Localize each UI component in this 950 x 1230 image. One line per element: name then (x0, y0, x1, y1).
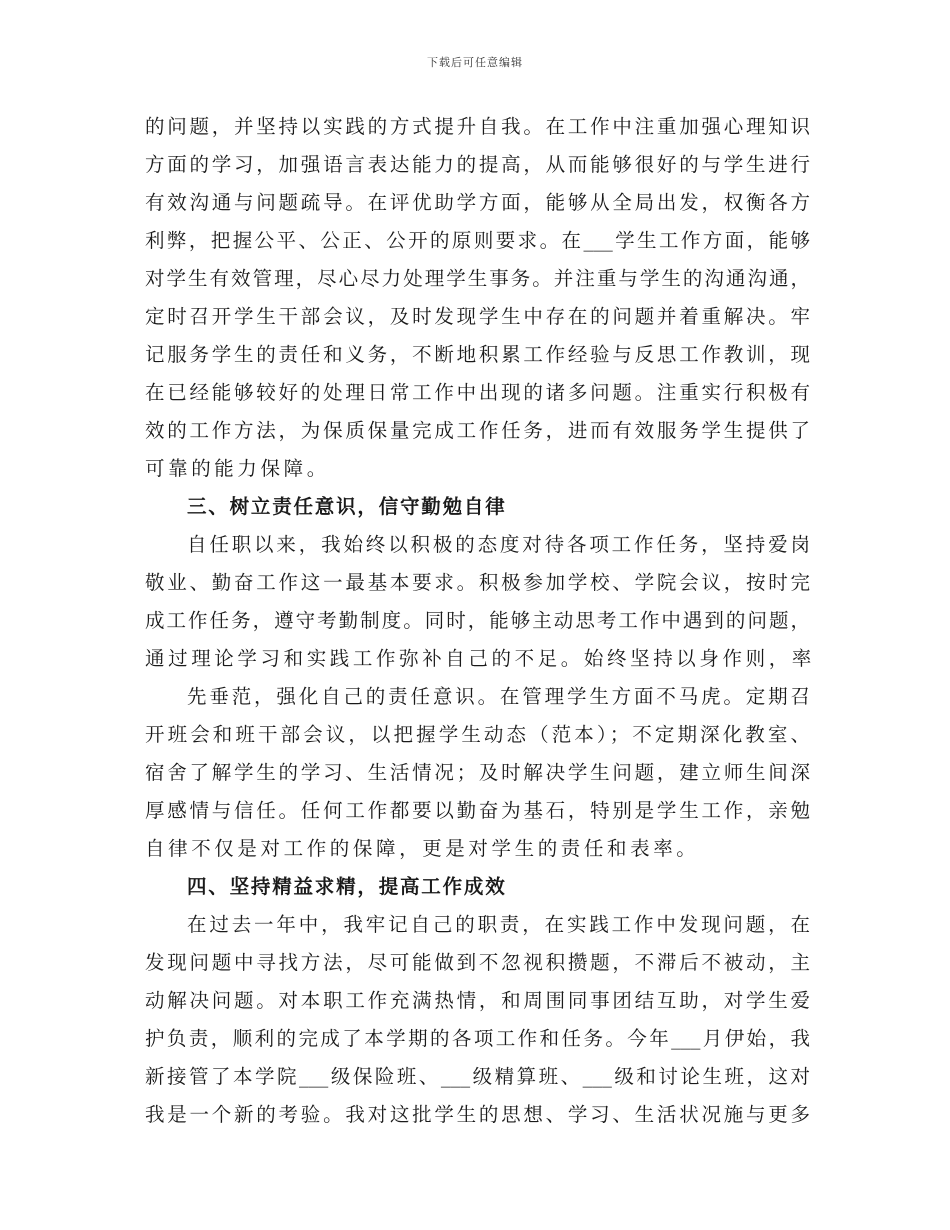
paragraph-line: 敬业、勤奋工作这一最基本要求。积极参加学校、学院会议，按时完 (145, 571, 810, 594)
paragraph-line: 新接管了本学院___级保险班、___级精算班、___级和讨论生班，这对 (145, 1065, 810, 1088)
paragraph-line: 自律不仅是对工作的保障，更是对学生的责任和表率。 (145, 837, 700, 860)
paragraph-line: 动解决问题。对本职工作充满热情，和周围同事团结互助，对学生爱 (145, 989, 810, 1012)
paragraph-line: 在过去一年中，我牢记自己的职责，在实践工作中发现问题，在 (187, 913, 810, 936)
paragraph-line: 发现问题中寻找方法，尽可能做到不忽视积攒题，不滞后不被动，主 (145, 951, 810, 974)
paragraph-line: 效的工作方法，为保质保量完成工作任务，进而有效服务学生提供了 (145, 419, 810, 442)
paragraph-line: 方面的学习，加强语言表达能力的提高，从而能够很好的与学生进行 (145, 153, 810, 176)
paragraph-line: 宿舍了解学生的学习、生活情况；及时解决学生问题，建立师生间深 (145, 761, 810, 784)
paragraph-line: 对学生有效管理，尽心尽力处理学生事务。并注重与学生的沟通沟通， (145, 267, 810, 290)
document-body (145, 108, 815, 1134)
paragraph-line: 在已经能够较好的处理日常工作中出现的诸多问题。注重实行积极有 (145, 381, 810, 404)
paragraph-line: 记服务学生的责任和义务，不断地积累工作经验与反思工作教训，现 (145, 343, 810, 366)
paragraph-line: 的问题，并坚持以实践的方式提升自我。在工作中注重加强心理知识 (145, 115, 810, 138)
paragraph-line: 护负责，顺利的完成了本学期的各项工作和任务。今年___月伊始，我 (145, 1027, 810, 1050)
paragraph-line: 有效沟通与问题疏导。在评优助学方面，能够从全局出发，权衡各方 (145, 191, 810, 214)
paragraph-line: 通过理论学习和实践工作弥补自己的不足。始终坚持以身作则，率 (145, 647, 815, 670)
paragraph-line: 厚感情与信任。任何工作都要以勤奋为基石，特别是学生工作，亲勉 (145, 799, 810, 822)
paragraph-line: 成工作任务，遵守考勤制度。同时，能够主动思考工作中遇到的问题， (145, 609, 810, 632)
paragraph-line: 定时召开学生干部会议，及时发现学生中存在的问题并着重解决。牢 (145, 305, 810, 328)
paragraph-line: 可靠的能力保障。 (145, 457, 330, 480)
header-note: 下载后可任意编辑 (427, 56, 523, 69)
section-heading: 四、坚持精益求精，提高工作成效 (187, 875, 507, 898)
paragraph-line: 开班会和班干部会议，以把握学生动态（范本）；不定期深化教室、 (145, 723, 810, 746)
section-heading: 三、树立责任意识，信守勤勉自律 (187, 495, 507, 518)
paragraph-line: 利弊，把握公平、公正、公开的原则要求。在___学生工作方面，能够 (145, 229, 810, 252)
paragraph-line: 先垂范，强化自己的责任意识。在管理学生方面不马虎。定期召 (187, 685, 810, 708)
paragraph-line: 自任职以来，我始终以积极的态度对待各项工作任务，坚持爱岗 (187, 533, 810, 556)
paragraph-line: 我是一个新的考验。我对这批学生的思想、学习、生活状况施与更多 (145, 1103, 810, 1126)
